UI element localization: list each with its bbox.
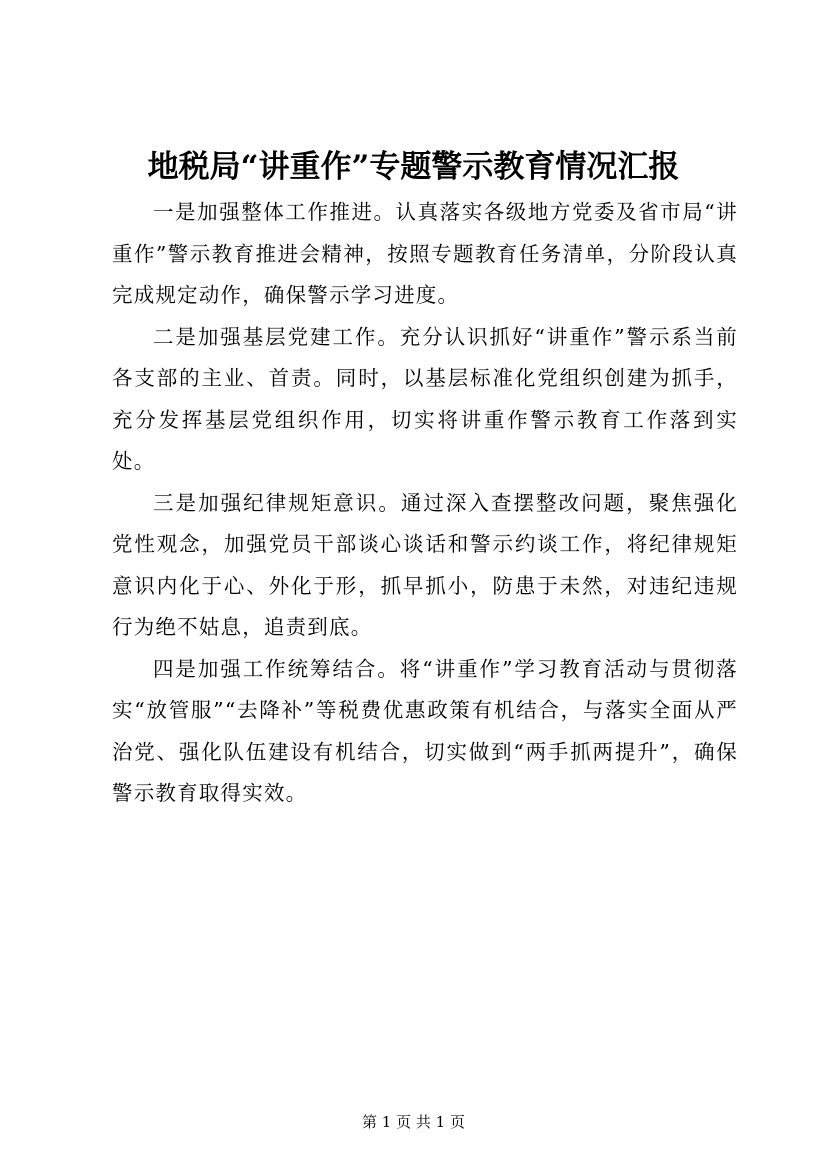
paragraph-3: 三是加强纪律规矩意识。通过深入查摆整改问题，聚焦强化党性观念，加强党员干部谈心谈话和警示约谈工作，将纪律规矩意识内化于心、外化于形，抓早抓小，防患于未然，对违纪违规行为绝不姑息，追责到底。: [112, 490, 738, 639]
paragraph-4: 四是加强工作统筹结合。将“讲重作”学习教育活动与贯彻落实“放管服”“去降补”等税费优惠政策有机结合，与落实全面从严治党、强化队伍建设有机结合，切实做到“两手抓两提升”，确保警示教育取得实效。: [112, 656, 738, 805]
document-body: [112, 192, 738, 815]
paragraph-2: 二是加强基层党建工作。充分认识抓好“讲重作”警示系当前各支部的主业、首责。同时，以基层标准化党组织创建为抓手，充分发挥基层党组织作用，切实将讲重作警示教育工作落到实处。: [112, 324, 738, 473]
page-footer: 第 1 页 共 1 页: [362, 1113, 465, 1131]
paragraph-1: 一是加强整体工作推进。认真落实各级地方党委及省市局“讲重作”警示教育推进会精神，按照专题教育任务清单，分阶段认真完成规定动作，确保警示学习进度。: [112, 200, 738, 307]
document-title: 地税局“讲重作”专题警示教育情况汇报: [147, 149, 680, 185]
